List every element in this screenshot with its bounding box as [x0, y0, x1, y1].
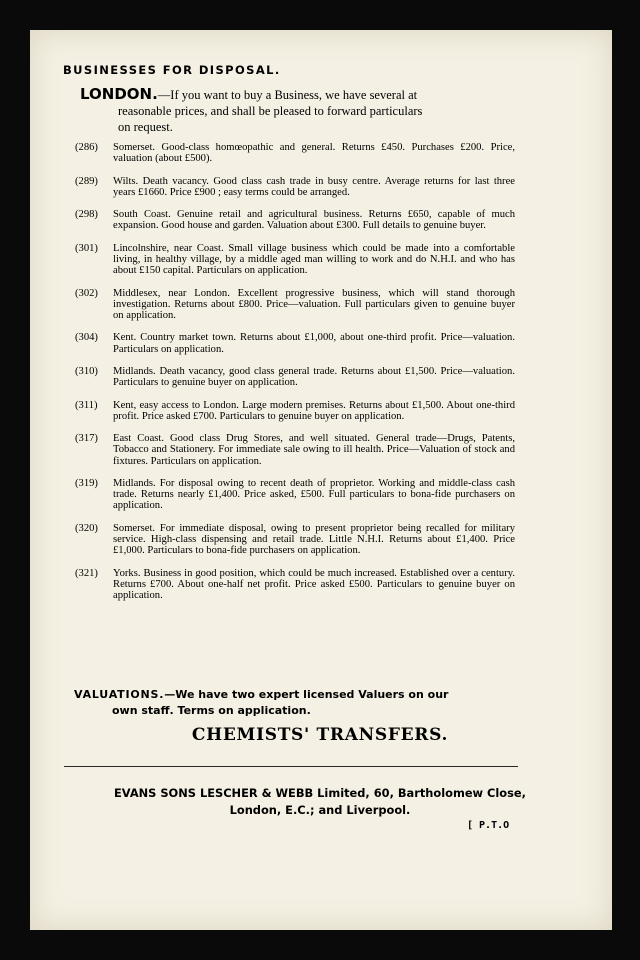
business-listings [75, 142, 515, 612]
listing-text: Wilts. Death vacancy. Good class cash trade in busy centre. Average returns for last three years £1660. Price £900 ; easy terms could be arranged. [113, 175, 515, 198]
listing-number: (298) [75, 209, 98, 221]
listing-text: Kent, easy access to London. Large modern premises. Returns about £1,500. About one-third profit. Price asked £700. Particulars to genuine buyer on application. [113, 399, 515, 422]
please-turn-over: [ P.T.O [467, 820, 510, 831]
listing-304 [75, 332, 515, 354]
listing-310 [75, 366, 515, 388]
london-lead: LONDON. [80, 85, 158, 103]
listing-289 [75, 176, 515, 198]
listing-number: (286) [75, 142, 98, 153]
company-line-2: London, E.C.; and Liverpool. [229, 803, 411, 817]
valuations-text-line-2: own staff. Terms on application. [112, 704, 311, 717]
listing-301 [75, 243, 515, 277]
listing-number: (319) [75, 477, 98, 489]
listing-286 [75, 142, 515, 164]
listing-text: Midlands. Death vacancy, good class general trade. Returns about £1,500. Price—valuation. Particulars to genuine buyer on application. [113, 365, 515, 389]
listing-text: Somerset. Good-class homœopathic and general. Returns £450. Purchases £200. Price, valuation (about £500). [113, 142, 515, 165]
listing-number: (302) [75, 287, 98, 299]
london-text: —If you want to buy a Business, we have several at [157, 88, 418, 102]
listing-number: (320) [75, 522, 98, 534]
listing-text: Kent. Country market town. Returns about £1,000, about one-third profit. Price—valuation. Particulars on application. [113, 332, 515, 355]
valuations-notice [74, 687, 524, 719]
listing-298 [75, 209, 515, 231]
listing-number: (317) [75, 433, 98, 445]
listing-text: Middlesex, near London. Excellent progressive business, which will stand thorough investigation. Returns about £800. Price—valuation. Full particulars given to genuine buyer on application. [113, 287, 515, 321]
listing-text: Midlands. For disposal owing to recent death of proprietor. Working and middle-class cash trade. Returns nearly £1,400. Price asked, £500. Full particulars to bona-fide purchasers on application. [113, 477, 515, 512]
listing-text: South Coast. Genuine retail and agricultural business. Returns £650, capable of much expansion. Good house and garden. Valuation about £300. Full details to genuine buyer. [113, 209, 515, 232]
listing-text: Lincolnshire, near Coast. Small village business which could be made into a comfortable living, in healthy village, by a middle aged man willing to work and do N.H.I. and who has about £150 capital. Particulars on application. [113, 242, 515, 277]
listing-number: (289) [75, 175, 98, 187]
listing-number: (301) [75, 242, 98, 254]
listing-text: East Coast. Good class Drug Stores, and well situated. General trade—Drugs, Patents, Tobacco and Stationery. For immediate sale owing to ill health. Price—Valuation of stock and fixtures. Particulars on application. [113, 433, 515, 467]
listing-text: Yorks. Business in good position, which could be much increased. Established over a century. Returns £700. About one-half net profit. Price asked £500. Particulars to genuine buyer on application. [113, 567, 515, 601]
listing-320 [75, 523, 515, 557]
listing-311 [75, 400, 515, 422]
listing-text: Somerset. For immediate disposal, owing to present proprietor being recalled for military service. High-class dispensing and retail trade. Little N.H.I. Returns about £1,400. Price £1,000. Particulars to bona-fide purchasers on application. [113, 522, 515, 557]
listing-number: (321) [75, 567, 98, 579]
listing-number: (311) [75, 399, 98, 411]
company-imprint [0, 785, 640, 819]
london-intro [80, 86, 510, 135]
listing-number: (304) [75, 332, 98, 344]
company-line-1: EVANS SONS LESCHER & WEBB Limited, 60, Bartholomew Close, [114, 786, 526, 800]
divider [64, 766, 518, 767]
listing-321 [75, 568, 515, 602]
section-heading: BUSINESSES FOR DISPOSAL. [63, 63, 281, 77]
listing-317 [75, 433, 515, 467]
london-text-line-2: reasonable prices, and shall be pleased to forward particulars [118, 104, 423, 118]
listing-number: (310) [75, 365, 98, 377]
chemists-transfers-title: CHEMISTS' TRANSFERS. [191, 725, 449, 745]
listing-319 [75, 478, 515, 512]
valuations-lead: VALUATIONS. [74, 688, 165, 701]
listing-302 [75, 288, 515, 322]
valuations-text: —We have two expert licensed Valuers on our [164, 688, 449, 701]
london-text-line-3: on request. [118, 120, 173, 134]
